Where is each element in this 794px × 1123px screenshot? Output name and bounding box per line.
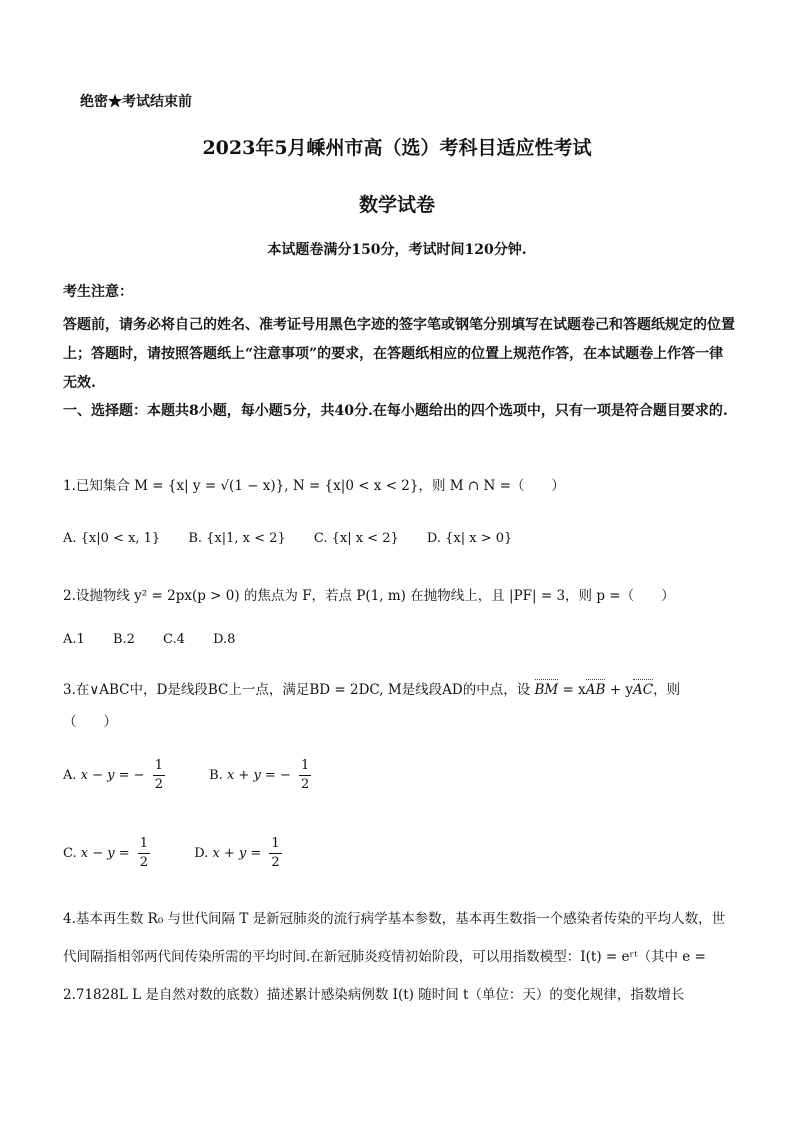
q3-option-d-expr: x + y = xyxy=(212,846,262,861)
question-1-options xyxy=(63,531,536,546)
q2-option-d: D.8 xyxy=(213,632,236,647)
fraction-numerator: 1 xyxy=(269,835,281,854)
vector-ac: AC xyxy=(632,682,654,698)
q3-option-b-expr: x + y = − xyxy=(226,768,291,783)
q3-option-d xyxy=(194,835,282,872)
fraction-numerator: 1 xyxy=(153,757,165,776)
notice-heading: 考生注意： xyxy=(63,284,133,300)
q1-option-c: C. {x| x < 2} xyxy=(313,531,399,546)
fraction-denominator: 2 xyxy=(139,855,149,870)
q3-stem-text: 3.在∨ABC中，D是线段BC上一点，满足BD = 2DC, M是线段AD的中点，设 xyxy=(63,682,531,698)
q2-option-c: C.4 xyxy=(163,632,185,647)
fraction-numerator: 1 xyxy=(138,835,150,854)
q3-option-a-expr: x − y = − xyxy=(80,768,145,783)
q3-option-d-fraction xyxy=(269,835,281,872)
q3-eq: = x xyxy=(558,682,586,698)
q3-option-a-label: A. xyxy=(63,768,77,783)
exam-title: 2023年5月嵊州市高（选）考科目适应性考试 xyxy=(202,137,592,159)
q1-option-a: A. {x|0 < x, 1} xyxy=(63,531,161,546)
q3-stem-tail: ，则 xyxy=(653,682,681,698)
q3-plus: + y xyxy=(605,682,633,698)
fraction-denominator: 2 xyxy=(154,777,163,792)
section-one-heading: 一、选择题：本题共8小题，每小题5分，共40分.在每小题给出的四个选项中，只有一项是符合题目要求的. xyxy=(63,403,728,419)
q3-option-b-fraction xyxy=(299,757,311,794)
fraction-numerator: 1 xyxy=(299,757,311,776)
q2-option-a: A.1 xyxy=(63,632,85,647)
vector-bm: BM xyxy=(534,682,559,698)
q3-option-a xyxy=(63,757,165,794)
q2-option-b: B.2 xyxy=(112,632,135,647)
q3-option-c xyxy=(63,835,150,872)
question-2-options xyxy=(63,632,259,647)
q3-option-b-label: B. xyxy=(209,768,223,783)
q3-option-d-label: D. xyxy=(194,846,209,861)
score-line: 本试题卷满分150分，考试时间120分钟. xyxy=(267,242,527,258)
fraction-denominator: 2 xyxy=(300,777,310,792)
q3-option-c-expr: x − y = xyxy=(80,846,130,861)
question-3-options-cd xyxy=(63,835,322,872)
q1-option-d: D. {x| x > 0} xyxy=(426,531,513,546)
vector-ab: AB xyxy=(585,682,606,698)
q3-option-c-fraction xyxy=(138,835,150,872)
confidential-label: 绝密★考试结束前 xyxy=(80,94,192,110)
question-3-paren: （ ） xyxy=(63,714,117,730)
notice-body: 答题前，请务必将自己的姓名、准考证号用黑色字迹的签字笔或钢笔分别填写在试题卷己和答题纸规定的位置上；答题时，请按照答题纸上“注意事项”的要求，在答题纸相应的位置上规范作答，在本试题卷上作答一律无效. xyxy=(63,317,735,391)
question-2-stem: 2.设抛物线 y² = 2px(p > 0) 的焦点为 F，若点 P(1, m) 在抛物线上，且 |PF| = 3，则 p =（ ） xyxy=(63,588,675,604)
subject-title: 数学试卷 xyxy=(358,194,435,216)
q3-option-c-label: C. xyxy=(63,846,77,861)
question-4-stem: 4.基本再生数 R₀ 与世代间隔 T 是新冠肺炎的流行病学基本参数，基本再生数指一个感染者传染的平均人数，世代间隔指相邻两代间传染所需的平均时间.在新冠肺炎疫情初始阶段，可以用指数模型：I(t) = eʳᵗ（其中 e = 2.71828L L 是自然对数的底数）描述累计感染病例数 I(t) 随时间 t（单位：天）的变化规律，指数增长 xyxy=(63,911,726,1003)
q3-option-a-fraction xyxy=(153,757,165,794)
question-3-options-ab xyxy=(63,757,351,794)
q3-option-b xyxy=(209,757,311,794)
fraction-denominator: 2 xyxy=(271,855,280,870)
question-1-stem: 1.已知集合 M = {x| y = √(1 − x)}, N = {x|0 < x < 2}，则 M ∩ N =（ ） xyxy=(63,478,565,494)
q1-option-b: B. {x|1, x < 2} xyxy=(188,531,286,546)
question-3-stem xyxy=(63,678,680,698)
